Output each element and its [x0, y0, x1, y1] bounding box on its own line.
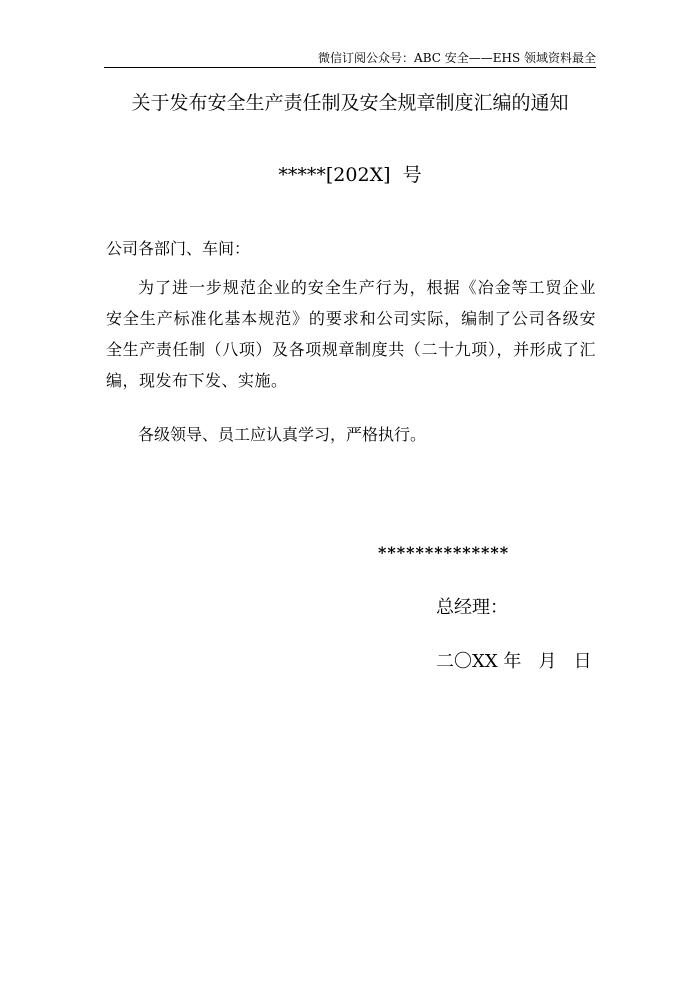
general-manager-signature-line: 总经理：	[436, 597, 508, 618]
document-title: 关于发布安全生产责任制及安全规章制度汇编的通知	[131, 92, 569, 114]
issuing-company: **************	[378, 543, 510, 562]
header-divider	[104, 67, 596, 68]
page-header: 微信订阅公众号：ABC 安全——EHS 领域资料最全	[318, 51, 596, 65]
document-number: *****[202X] 号	[278, 164, 422, 186]
salutation: 公司各部门、车间：	[106, 239, 251, 258]
issue-date: 二〇XX 年 月 日	[436, 651, 592, 672]
body-paragraph-2: 各级领导、员工应认真学习，严格执行。	[138, 425, 427, 444]
body-paragraph-1: 为了进一步规范企业的安全生产行为，根据《冶金等工贸企业安全生产标准化基本规范》的要求和公司实际，编制了公司各级安全生产责任制（八项）及各项规章制度共（二十九项），并形成了汇编，现发布下发、实施。	[106, 278, 596, 390]
